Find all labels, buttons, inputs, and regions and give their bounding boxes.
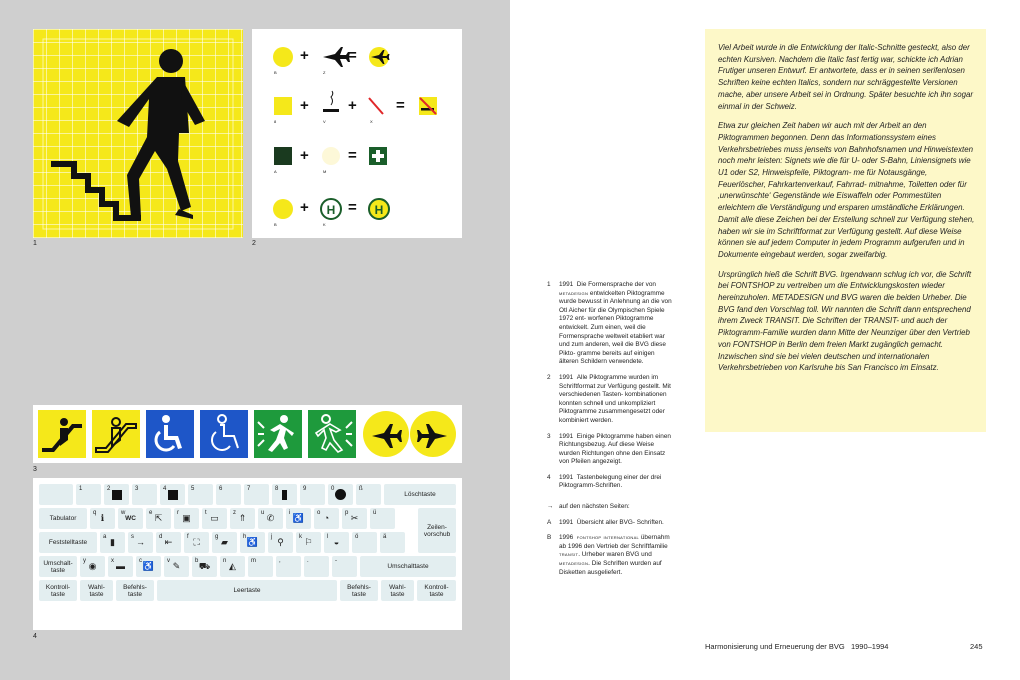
key: 7 (244, 484, 269, 505)
key: a ▮ (100, 532, 125, 553)
key: i ♿ (286, 508, 311, 529)
stairs-down-icon (33, 29, 243, 238)
equals-operator: = (348, 199, 357, 216)
running-footer (705, 642, 888, 651)
plus-operator: + (300, 147, 309, 164)
key: ß (356, 484, 381, 505)
equals-operator: = (396, 97, 405, 114)
key-letter: B (274, 70, 277, 75)
cigarette-icon (323, 91, 339, 112)
page-number: 245 (970, 642, 983, 651)
sidebar-textbox (705, 29, 986, 432)
plus-operator: + (348, 97, 357, 114)
key: h ♿ (240, 532, 265, 553)
key-letter: M (323, 169, 327, 174)
caption: 3 1991 Einige Piktogramme haben einen Richtungsbezug. Auf diese Weise wurden Richtungen ohne den Einsatz von Pfeilen angezeigt. (547, 432, 671, 466)
figure-number: 3 (33, 466, 37, 473)
keyboard-layout-figure (33, 478, 462, 630)
key: m (248, 556, 273, 577)
caption: 2 1991 Alle Piktogramme wurden im Schriftformat zur Verfügung gestellt. Mit verschiedenen Tasten- kombinationen konnten schnell und unkompliziert Piktogramme zusammengesetzt oder kombiniert werden. (547, 373, 671, 424)
key-letter: A (274, 169, 277, 174)
key: - (332, 556, 357, 577)
key-letter: 8 (274, 119, 277, 124)
key: q ℹ (90, 508, 115, 529)
wahltaste-left-key: Wahl- taste (80, 580, 113, 601)
svg-text:H: H (326, 203, 336, 217)
yellow-circle-icon (273, 47, 293, 67)
plus-operator: + (300, 199, 309, 216)
key: 4 (160, 484, 185, 505)
kontrolltaste-right-key: Kontroll- taste (417, 580, 456, 601)
key-letter: B (274, 222, 277, 227)
plus-operator: + (300, 47, 309, 64)
caption: 4 1991 Tastenbelegung einer der drei Piktogramm-Schriften. (547, 473, 662, 490)
wahltaste-right-key: Wahl- taste (381, 580, 414, 601)
key: 2 (104, 484, 129, 505)
airplane-icon (323, 47, 350, 67)
wheelchair-icon (146, 410, 194, 458)
key: , (276, 556, 301, 577)
feststelltaste-key: Feststelltaste (39, 532, 97, 553)
key: y ◉ (80, 556, 105, 577)
key: e ⇱ (146, 508, 171, 529)
key (39, 484, 73, 505)
caption: A 1991 Übersicht aller BVG- Schriften. (547, 518, 664, 526)
leertaste-key: Leertaste (157, 580, 337, 601)
key: s → (128, 532, 153, 553)
airplane-circle-icon (362, 410, 410, 458)
key: ü (370, 508, 395, 529)
next-pages-note: → auf den nächsten Seiten: (547, 503, 630, 511)
combination-rows (252, 29, 462, 238)
key: 5 (188, 484, 213, 505)
key: 6 (216, 484, 241, 505)
key: x ▬ (108, 556, 133, 577)
key: z ⇑ (230, 508, 255, 529)
kontrolltaste-left-key: Kontroll- taste (39, 580, 77, 601)
paragraph: Etwa zur gleichen Zeit haben wir auch mit der Arbeit an den Piktogrammen begonnen. Denn das Informationssystem eines Verkehrsbetriebes muss jenseits von Bahnhofsnamen und Hinweistexten noch mehr leisten: Signets wie die für U- oder S-Bahn, Liniensignets wie U1 oder S2, Hinweispfeile, Piktogram- me für Notausgänge, Feuerlöscher, Fahrkartenverkauf, Fahrrad- mitnahme, Toiletten oder für ‚unerwünschte‘ Gegenstände wie Eiswaffeln oder Pommestüten erleichtern die Verständigung und ersparen umständliche Erklärungen. Damit alle diese Zeichen bei der Erstellung schnell zur Verfügung stehen, haben wir sie im Schriftformat zur Verfügung gestellt. Auf diese Weise können sie auf jedem Computer in jedem Programm aufgerufen und in Dokumente eingebaut werden, sogar zweifarbig. (718, 121, 975, 259)
equals-operator: = (348, 47, 357, 64)
key: t ▭ (202, 508, 227, 529)
arrow-right-icon: → (547, 503, 554, 511)
emergency-exit-icon (254, 410, 302, 458)
captions (547, 281, 672, 584)
equals-operator: = (348, 147, 357, 164)
key: ö (352, 532, 377, 553)
escalator-down-icon (92, 410, 140, 458)
key: 3 (132, 484, 157, 505)
svg-text:H: H (374, 203, 384, 217)
loeschtaste-key: Löschtaste (384, 484, 456, 505)
key: f ⛶ (184, 532, 209, 553)
key: b ⛟ (192, 556, 217, 577)
key: w WC (118, 508, 143, 529)
wheelchair-outline-icon (200, 410, 248, 458)
directional-pictograms-figure (33, 405, 462, 463)
emergency-exit-outline-icon (308, 410, 356, 458)
key: . (304, 556, 329, 577)
figure-number: 4 (33, 633, 37, 640)
key: l ◒ (324, 532, 349, 553)
escalator-up-icon (38, 410, 86, 458)
key: k ⚐ (296, 532, 321, 553)
key-letter: V (323, 119, 326, 124)
pictogram-combination-figure (252, 29, 462, 238)
umschalttaste-left-key: Umschalt- taste (39, 556, 77, 577)
light-circle-icon (322, 147, 340, 165)
key: 1 (76, 484, 101, 505)
key-letter: K (323, 222, 326, 227)
key: 9 (300, 484, 325, 505)
airplane-circle-outline-icon (409, 410, 457, 458)
befehlstaste-right-key: Befehls- taste (340, 580, 378, 601)
yellow-square-icon (274, 97, 292, 115)
key: ä (380, 532, 405, 553)
key-letter: Z (323, 70, 326, 75)
caption: 1 1991 Die Formensprache der von metadesign entwickelten Piktogramme wurde bewusst in Anlehnung an die von Otl Aicher für die Olympischen Spiele 1972 ent- worfenen Piktogramme entwickelt. Zum einen, weil die Formensprache weltweit etabliert war und zum anderen, weil die BVG diese Pikto- gramme bereits auf einigen älteren Schildern verwendete. (547, 281, 672, 366)
key: r ▣ (174, 508, 199, 529)
prohibition-slash-icon (369, 98, 383, 114)
dark-green-square-icon (274, 147, 292, 165)
umschalttaste-right-key: Umschalttaste (360, 556, 456, 577)
figure-number: 1 (33, 240, 37, 247)
plus-operator: + (300, 97, 309, 114)
paragraph: Ursprünglich hieß die Schrift BVG. Irgendwann schlug ich vor, die Schrift bei FONTSHOP zu vertreiben um die Entwicklungskosten wieder hereinzuholen. METADESIGN und BVG waren die beiden Urheber. Die BVG fand den Vorschlag toll. Wir nannten die Schrift dann entsprechend ihrem Zweck TRANSIT. Die Schriften der TRANSIT- und auch der Piktogramm-Familie wurden dann Mitte der Neunziger über den Vertrieb von FONTSHOP in Berlin dem freien Markt zugänglich gemacht. Inzwischen sind sie bei vielen deutschen und internationalen Verkehrsbetrieben von Karlsruhe bis San Francisco im Einsatz. (718, 269, 972, 373)
key: d ⇤ (156, 532, 181, 553)
footer-years: 1990–1994 (850, 642, 889, 651)
caption: B 1996 fontshop international übernahm ab 1996 den Vertrieb der Schriftfamilie transit. Urheber waren BVG und metadesign. Die Schriften wurden auf Disketten ausgeliefert. (547, 534, 670, 576)
key: j ⚲ (268, 532, 293, 553)
key: v ✎ (164, 556, 189, 577)
paragraph: Viel Arbeit wurde in die Entwicklung der Italic-Schnitte gesteckt, also der echten Kursiven. Nachdem die Italic fast fertig war, schickte ich Adrian Frutiger unseren Entwurf. Er antwortete, dass er in seinen serifenlosen Schriften keine echten Italics, sondern nur schräggestellte Versionen mache, aber unsere Arbeit sei in Ordnung. Später besuchte ich ihn sogar einmal in der Schweiz. (718, 43, 973, 111)
befehlstaste-left-key: Befehls- taste (116, 580, 154, 601)
key: o ◔ (314, 508, 339, 529)
figure-number: 2 (252, 240, 256, 247)
key: 8 (272, 484, 297, 505)
zeilenvorschub-key: Zeilen- vorschub (418, 508, 456, 553)
key-letter: X (370, 119, 373, 124)
key: n ◭ (220, 556, 245, 577)
key: p ✂ (342, 508, 367, 529)
key: u ✆ (258, 508, 283, 529)
footer-title: Harmonisierung und Erneuerung der BVG (705, 642, 845, 651)
tabulator-key: Tabulator (39, 508, 87, 529)
stairs-pictogram-figure (33, 29, 243, 238)
key: c ♿ (136, 556, 161, 577)
key: 0 (328, 484, 353, 505)
keyboard (39, 484, 456, 624)
key: g ▰ (212, 532, 237, 553)
yellow-circle-icon (273, 199, 293, 219)
